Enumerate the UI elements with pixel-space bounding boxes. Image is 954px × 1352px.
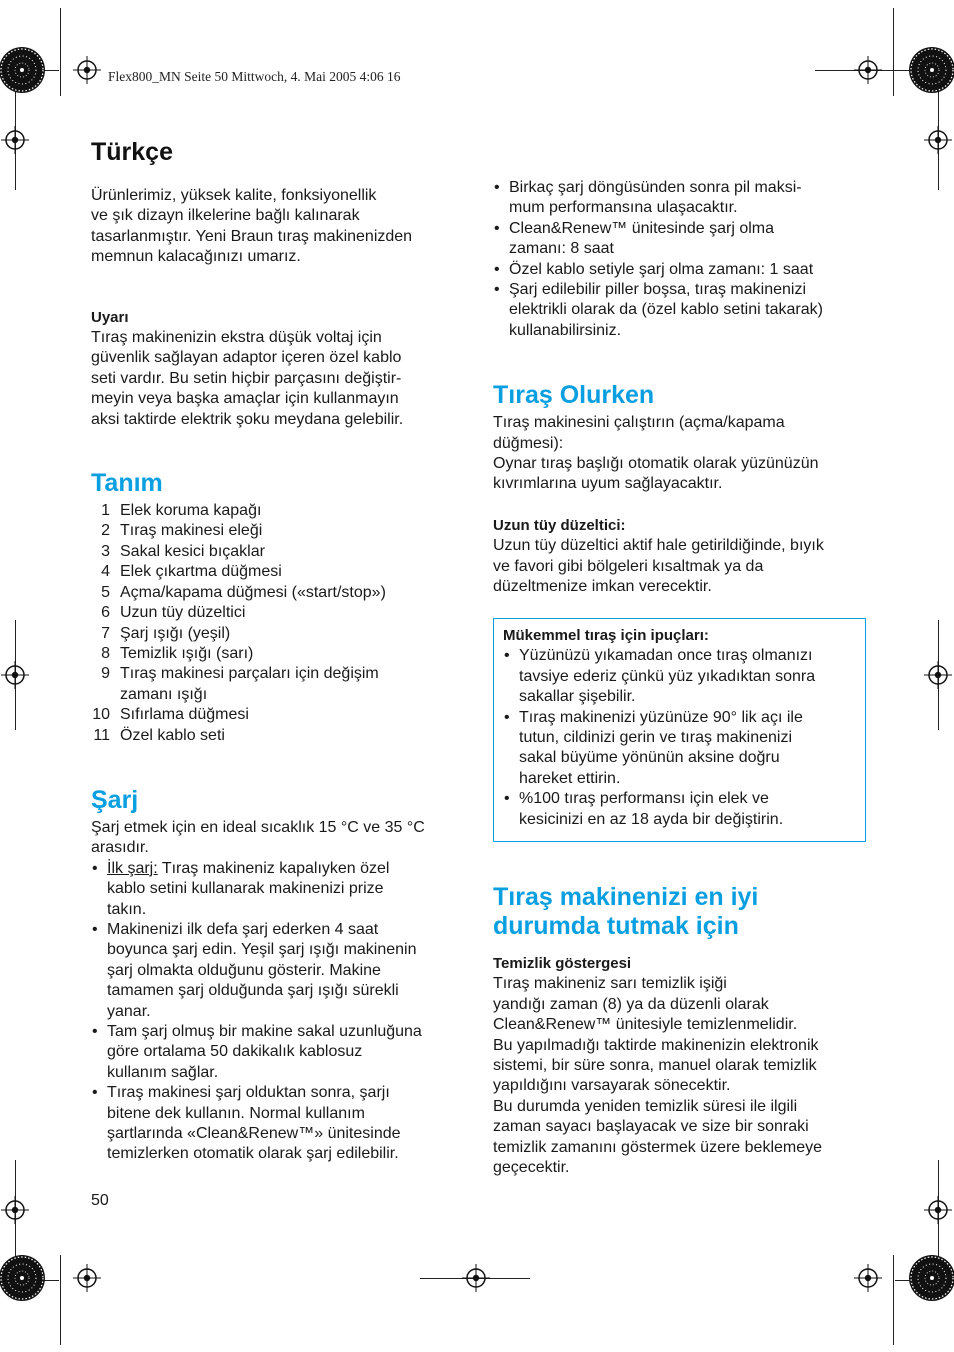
star-target-icon	[0, 47, 45, 93]
list-item: • %100 tıraş performansı için elek ve kesicinizi en az 18 ayda bir değiştirin.	[503, 789, 856, 830]
list-item: • İlk şarj: Tıraş makineniz kapalıyken özel kablo setini kullanarak makinenizi prize takın.	[91, 859, 466, 920]
star-target-icon	[909, 1255, 954, 1301]
list-item: 3 Sakal kesici bıçaklar	[101, 542, 265, 560]
registration-mark-icon	[1, 1196, 29, 1224]
list-item: • Özel kablo setiyle şarj olma zamanı: 1 saat	[493, 260, 873, 280]
registration-mark-icon	[924, 661, 952, 689]
list-item: • Tıraş makinenizi yüzünüze 90° lik açı ile tutun, cildinizi gerin ve tıraş makinenizi sakal büyüme yönünün aksine doğru hareket ettirin.	[503, 708, 856, 790]
parts-list	[91, 501, 466, 746]
right-column	[493, 178, 873, 598]
star-target-icon	[909, 47, 954, 93]
intro-paragraph: Ürünlerimiz, yüksek kalite, fonksiyonellik ve şık dizayn ilkelerine bağlı kalınarak tasarlanmıştır. Yeni Braun tıraş makinenizden memnun kalacağınızı umarız.	[91, 187, 413, 266]
trimmer-paragraph: Uzun tüy düzeltici aktif hale getirildiğinde, bıyık ve favori gibi bölgeleri kısaltmak ya da düzeltmenize imkan verecektir.	[493, 537, 824, 596]
list-item: 8 Temizlik ışığı (sarı)	[101, 644, 254, 662]
tips-title: Mükemmel tıraş için ipuçları:	[503, 627, 709, 644]
list-item: 10 Sıfırlama düğmesi	[92, 706, 249, 724]
print-header: Flex800_MN Seite 50 Mittwoch, 4. Mai 2005 4:06 16	[108, 69, 401, 84]
clean-paragraph: Tıraş makineniz sarı temizlik işiği yandığı zaman (8) ya da düzenli olarak Clean&Renew™ ünitesiyle temizlenmelidir. Bu yapılmadığı taktirde makinenizin elektronik sistemi, bir süre sonra, manuel olarak temizlik yapıldığını varsayarak sönecektir. Bu durumda yeniden temizlik süresi ile ilgili zaman sayacı başlayacak ve size bir sonraki temizlik zamanını göstermek üzere beklemeye geçecektir.	[493, 975, 823, 1177]
registration-mark-icon	[924, 1196, 952, 1224]
list-item: • Yüzünüzü yıkamadan once tıraş olmanızı tavsiye ederiz çünkü yüz yıkadıktan sonra sakallar şişebilir.	[503, 646, 856, 707]
sarj-list	[91, 859, 466, 1165]
list-item: • Makinenizi ilk defa şarj ederken 4 saat boyunca şarj edin. Yeşil şarj ışığı makinenin şarj olmakta olduğunu gösterir. Makine tamamen şarj olduğunda şarj ışığı sürekli yanar.	[91, 920, 466, 1022]
tips-box	[493, 618, 866, 842]
language-title: Türkçe	[91, 138, 173, 166]
list-item: 5 Açma/kapama düğmesi («start/stop»)	[101, 583, 386, 601]
list-item: • Tıraş makinesi şarj olduktan sonra, şarjı bitene dek kullanın. Normal kullanım şartlarında «Clean&Renew™» ünitesinde temizlerken otomatik olarak şarj edilebilir.	[91, 1083, 466, 1165]
section-title-sarj: Şarj	[91, 785, 139, 814]
registration-mark-icon	[924, 126, 952, 154]
left-column	[91, 137, 466, 1165]
list-item: 1 Elek koruma kapağı	[101, 502, 262, 520]
right-column-lower	[493, 883, 873, 1178]
list-item: 4 Elek çıkartma düğmesi	[101, 563, 282, 581]
section-title-care: Tıraş makinenizi en iyi durumda tutmak için	[493, 883, 759, 940]
warning-paragraph: Tıraş makinenizin ekstra düşük voltaj için güvenlik sağlayan adaptor içeren özel kablo seti vardır. Bu setin hiçbir parçasını değiştir- meyin veya başka amaçlar için kullanmayın aksi taktirde elektrik şoku meydana gelebilir.	[91, 329, 404, 428]
registration-mark-icon	[1, 661, 29, 689]
list-item: 2 Tıraş makinesi eleği	[101, 522, 263, 540]
registration-mark-icon	[854, 56, 882, 84]
tips-list	[503, 646, 856, 830]
registration-mark-icon	[73, 1264, 101, 1292]
sarj-intro: Şarj etmek için en ideal sıcaklık 15 °C ve 35 °C arasıdır.	[91, 818, 425, 857]
charge-info-list	[493, 178, 873, 341]
registration-mark-icon	[73, 56, 101, 84]
trimmer-title: Uzun tüy düzeltici:	[493, 516, 626, 534]
list-item: • Birkaç şarj döngüsünden sonra pil maksi- mum performansına ulaşacaktır.	[493, 178, 873, 219]
list-item: • Tam şarj olmuş bir makine sakal uzunluğuna göre ortalama 50 dakikalık kablosuz kullanım sağlar.	[91, 1022, 466, 1083]
section-title-tanim: Tanım	[91, 469, 163, 498]
list-item: 9 Tıraş makinesi parçaları için değişim zamanı ışığı	[101, 665, 379, 703]
registration-mark-icon	[854, 1264, 882, 1292]
star-target-icon	[0, 1255, 45, 1301]
registration-mark-icon	[1, 126, 29, 154]
list-item: • Şarj edilebilir piller boşsa, tıraş makinenizi elektrikli olarak da (özel kablo setini takarak) kullanabilirsiniz.	[493, 280, 873, 341]
list-item: 7 Şarj ışığı (yeşil)	[101, 624, 231, 642]
list-item: 6 Uzun tüy düzeltici	[101, 604, 246, 622]
list-item: 11 Özel kablo seti	[93, 726, 225, 744]
warning-title: Uyarı	[91, 308, 129, 326]
olurken-paragraph: Tıraş makinesini çalıştırın (açma/kapama düğmesi): Oynar tıraş başlığı otomatik olarak yüzünüzün kıvrımlarına uyum sağlayacaktır.	[493, 414, 819, 493]
list-item: • Clean&Renew™ ünitesinde şarj olma zamanı: 8 saat	[493, 219, 873, 260]
page-number: 50	[91, 1192, 109, 1209]
section-title-olurken: Tıraş Olurken	[493, 381, 655, 410]
registration-mark-icon	[462, 1264, 490, 1292]
clean-indicator-title: Temizlik göstergesi	[493, 955, 632, 972]
